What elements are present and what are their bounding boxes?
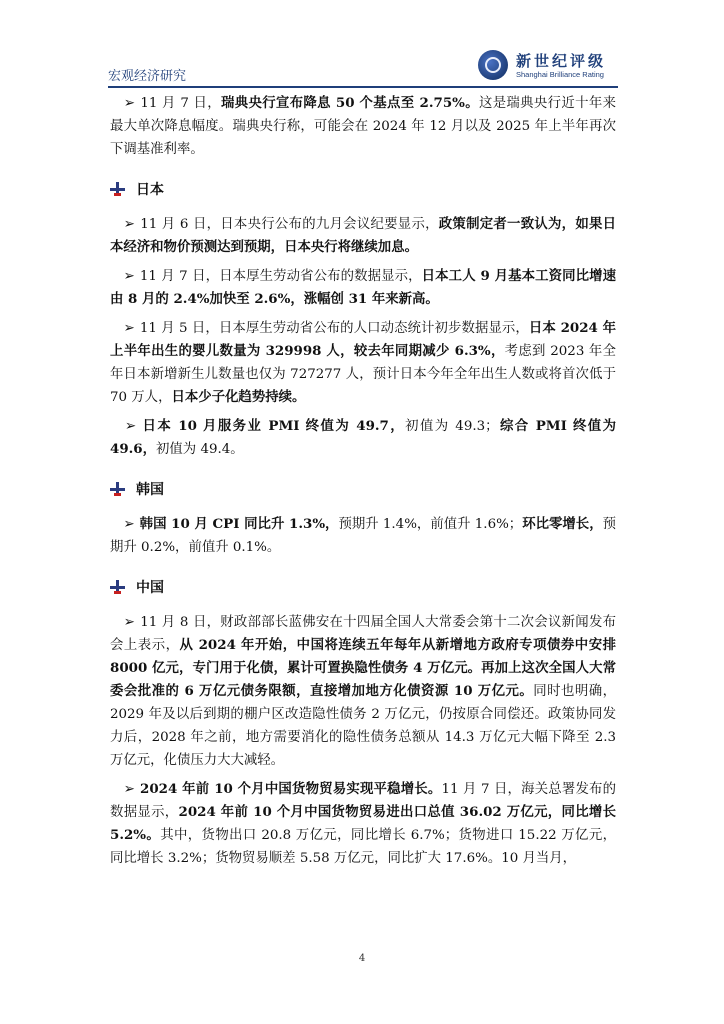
company-logo: [478, 48, 618, 84]
report-category: 宏观经济研究: [108, 69, 187, 84]
paras-japan: [110, 213, 616, 461]
body-text: 11 月 5 日，日本厚生劳动省公布的人口动态统计初步数据显示，: [139, 321, 529, 336]
arrow-bullet-icon: ➢: [123, 321, 135, 336]
bold-text: 环比零增长，: [522, 516, 603, 532]
page-header: [108, 48, 618, 88]
section-heading-china: [110, 577, 616, 597]
body-text: 11 月 7 日，: [140, 96, 221, 111]
arrow-bullet-icon: ➢: [123, 615, 135, 630]
section-flag-icon: [110, 482, 126, 496]
logo-name-en: Shanghai Brilliance Rating: [516, 70, 604, 79]
body-text: 11 月 7 日，日本厚生劳动省公布的数据显示，: [139, 269, 422, 284]
section-title: 日本: [136, 182, 164, 198]
bold-text: 2024 年前 10 个月中国货物贸易实现平稳增长。: [140, 781, 442, 797]
arrow-bullet-icon: ➢: [123, 217, 135, 232]
paras-top: [110, 92, 616, 161]
bullet-paragraph: [110, 265, 616, 311]
section-heading-korea: [110, 479, 616, 499]
paras-china: [110, 611, 616, 870]
body-text: 11 月 7 日，海关总署发布的数据显示，: [110, 782, 617, 820]
header-divider: [108, 86, 618, 88]
bold-text: 政策制定者一致认为，如果日本经济和物价预测达到预期，日本央行将继续加息。: [110, 216, 617, 255]
bold-text: 从 2024 年开始，中国将连续五年每年从新增地方政府专项债券中安排 8000 亿元，专门用于化债，累计可置换隐性债务 4 万亿元。再加上这次全国人大常委会批准的 6 万亿元债务限额，直接增加地方化债资源 10 万亿元。: [110, 637, 616, 699]
arrow-bullet-icon: ➢: [123, 96, 135, 111]
body-text: 预期升 0.2%，前值升 0.1%。: [110, 517, 616, 555]
paras-korea: [110, 513, 616, 559]
body-text: 考虑到 2023 年全年日本新增新生儿数量也仅为 727277 人，预计日本今年全年出生人数或将首次低于 70 万人，: [110, 344, 616, 405]
bold-text: 日本 10 月服务业 PMI 终值为 49.7，: [142, 418, 406, 434]
arrow-bullet-icon: ➢: [123, 269, 135, 284]
body-text: 初值为 49.4。: [156, 442, 244, 457]
bold-text: 日本 2024 年上半年出生的婴儿数量为 329998 人，较去年同期减少 6.3%，: [110, 320, 617, 359]
bullet-paragraph: [110, 213, 616, 259]
section-title: 中国: [136, 580, 164, 596]
section-title: 韩国: [136, 482, 164, 498]
bullet-paragraph: [110, 778, 616, 870]
body-text: 其中，货物出口 20.8 万亿元，同比增长 6.7%；货物进口 15.22 万亿元，同比增长 3.2%；货物贸易顺差 5.58 万亿元，同比扩大 17.6%。10 月当月，: [110, 828, 616, 866]
bullet-paragraph: [110, 611, 616, 772]
bold-text: 2024 年前 10 个月中国货物贸易进出口总值 36.02 万亿元，同比增长 5.2%。: [110, 804, 617, 843]
bold-text: 综合 PMI 终值为 49.6，: [110, 418, 616, 457]
bold-text: 瑞典央行宣布降息 50 个基点至 2.75%。: [220, 95, 479, 111]
bullet-paragraph: [110, 92, 616, 161]
bold-text: 日本工人 9 月基本工资同比增速由 8 月的 2.4%加快至 2.6%，涨幅创 31 年来新高。: [110, 268, 617, 307]
logo-emblem-icon: [478, 50, 508, 80]
page-number: 4: [358, 953, 366, 964]
logo-name-cn: 新世纪评级: [516, 52, 607, 70]
bold-text: 韩国 10 月 CPI 同比升 1.3%，: [139, 516, 339, 532]
bullet-paragraph: [110, 513, 616, 559]
bullet-paragraph: [110, 317, 616, 409]
bullet-paragraph: [110, 415, 616, 461]
body-text: 这是瑞典央行近十年来最大单次降息幅度。瑞典央行称，可能会在 2024 年 12 月以及 2025 年上半年再次下调基准利率。: [110, 96, 617, 157]
section-flag-icon: [110, 580, 126, 594]
bold-text: 日本少子化趋势持续。: [171, 389, 306, 405]
body-text: 预期升 1.4%，前值升 1.6%；: [338, 517, 523, 532]
body-text: 初值为 49.3；: [405, 419, 499, 434]
section-heading-japan: [110, 179, 616, 199]
body-text: 同时也明确，2029 年及以后到期的棚户区改造隐性债务 2 万亿元，仍按原合同偿还。政策协同发力后，2028 年之前，地方需要消化的隐性债务总额从 14.3 万亿元大幅下降至 2.3 万亿元，化债压力大大减轻。: [110, 684, 616, 768]
section-flag-icon: [110, 182, 126, 196]
document-body: [110, 92, 616, 876]
arrow-bullet-icon: ➢: [123, 517, 135, 532]
body-text: 11 月 8 日，财政部部长蓝佛安在十四届全国人大常委会第十二次会议新闻发布会上表示，: [110, 615, 617, 653]
arrow-bullet-icon: ➢: [123, 782, 135, 797]
arrow-bullet-icon: ➢: [124, 419, 137, 434]
body-text: 11 月 6 日，日本央行公布的九月会议纪要显示，: [140, 217, 439, 232]
